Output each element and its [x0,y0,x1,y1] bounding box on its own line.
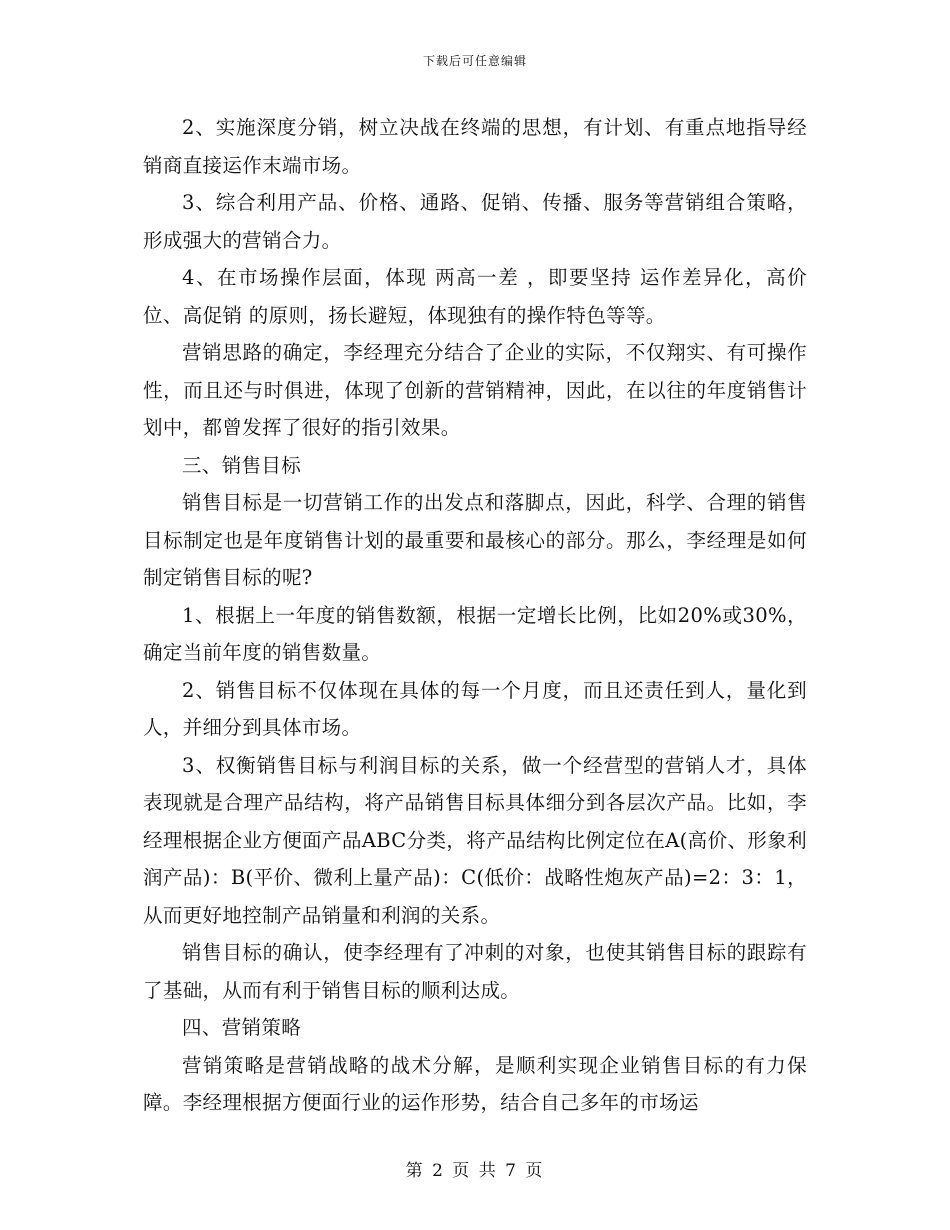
paragraph-marketing-mix: 3、综合利用产品、价格、通路、促销、传播、服务等营销组合策略，形成强大的营销合力。 [143,191,807,252]
document-body [143,109,807,1122]
paragraph-target-growth: 1、根据上一年度的销售数额，根据一定增长比例，比如20%或30%，确定当前年度的销售数量。 [143,603,807,664]
page-header: 下载后可任意编辑 [422,54,527,68]
paragraph-target-profit: 3、权衡销售目标与利润目标的关系，做一个经营型的营销人才，具体表现就是合理产品结构，将产品销售目标具体细分到各层次产品。比如，李经理根据企业方便面产品ABC分类，将产品结构比例定位在A(高价、形象利润产品)：B(平价、微利上量产品)：C(低价：战略性炮灰产品)=2：3：1，从而更好地控制产品销量和利润的关系。 [143,753,807,927]
paragraph-distribution: 2、实施深度分销，树立决战在终端的思想，有计划、有重点地指导经销商直接运作末端市场。 [143,116,807,177]
paragraph-market-operation: 4、在市场操作层面，体现 两高一差 ，即要坚持 运作差异化，高价位、高促销 的原则，扬长避短，体现独有的操作特色等等。 [143,266,807,327]
paragraph-strategy-intro: 营销策略是营销战略的战术分解，是顺利实现企业销售目标的有力保障。李经理根据方便面行业的运作形势，结合自己多年的市场运 [143,1053,807,1114]
paragraph-target-confirmation: 销售目标的确认，使李经理有了冲刺的对象，也使其销售目标的跟踪有了基础，从而有利于销售目标的顺利达成。 [143,941,807,1002]
paragraph-marketing-idea: 营销思路的确定，李经理充分结合了企业的实际，不仅翔实、有可操作性，而且还与时俱进，体现了创新的营销精神，因此，在以往的年度销售计划中，都曾发挥了很好的指引效果。 [143,341,807,439]
paragraph-sales-target-intro: 销售目标是一切营销工作的出发点和落脚点，因此，科学、合理的销售目标制定也是年度销售计划的最重要和最核心的部分。那么，李经理是如何制定销售目标的呢? [143,491,807,589]
paragraph-target-monthly: 2、销售目标不仅体现在具体的每一个月度，而且还责任到人，量化到人，并细分到具体市场。 [143,678,807,739]
page-number: 第 2 页 共 7 页 [405,1161,545,1181]
section-heading-marketing-strategy: 四、营销策略 [182,1016,302,1039]
section-heading-sales-target: 三、销售目标 [182,453,302,477]
